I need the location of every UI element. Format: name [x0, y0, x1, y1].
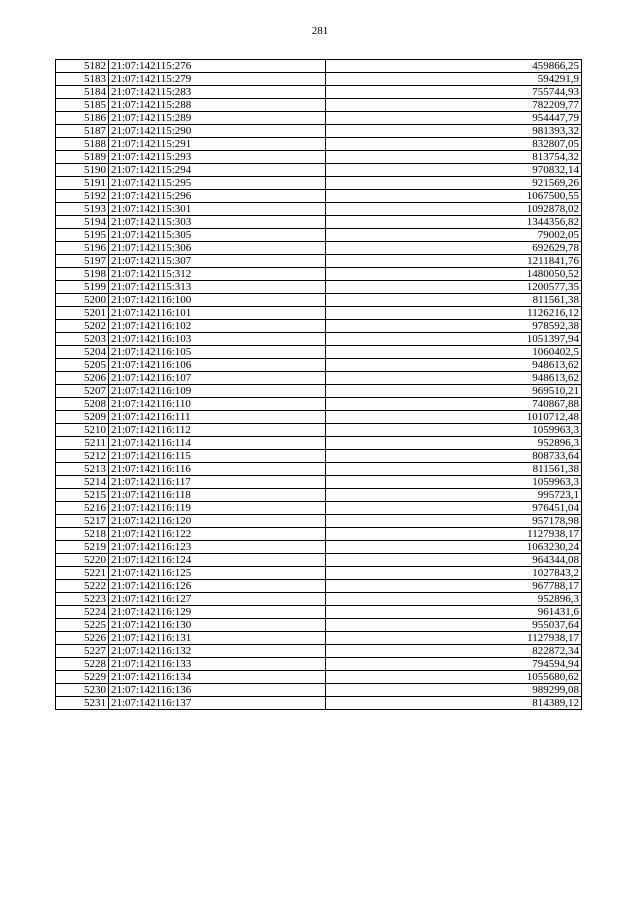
- value-cell: 948613,62: [326, 359, 582, 372]
- cadastral-number-cell: 21:07:142115:279: [109, 73, 326, 86]
- row-number-cell: 5184: [56, 86, 109, 99]
- row-number-cell: 5193: [56, 203, 109, 216]
- table-row: [56, 86, 582, 99]
- cadastral-number-cell: 21:07:142115:294: [109, 164, 326, 177]
- row-number-cell: 5196: [56, 242, 109, 255]
- value-cell: 1067500,55: [326, 190, 582, 203]
- row-number-cell: 5200: [56, 294, 109, 307]
- table-row: [56, 541, 582, 554]
- row-number-cell: 5182: [56, 60, 109, 73]
- table-row: [56, 242, 582, 255]
- row-number-cell: 5183: [56, 73, 109, 86]
- value-cell: 755744,93: [326, 86, 582, 99]
- row-number-cell: 5190: [56, 164, 109, 177]
- value-cell: 948613,62: [326, 372, 582, 385]
- table-row: [56, 125, 582, 138]
- value-cell: 952896,3: [326, 437, 582, 450]
- value-cell: 1051397,94: [326, 333, 582, 346]
- table-row: [56, 567, 582, 580]
- cadastral-number-cell: 21:07:142116:129: [109, 606, 326, 619]
- value-cell: 740867,88: [326, 398, 582, 411]
- cadastral-number-cell: 21:07:142115:301: [109, 203, 326, 216]
- value-cell: 967788,17: [326, 580, 582, 593]
- row-number-cell: 5197: [56, 255, 109, 268]
- value-cell: 594291,9: [326, 73, 582, 86]
- table-row: [56, 463, 582, 476]
- value-cell: 1127938,17: [326, 632, 582, 645]
- cadastral-number-cell: 21:07:142116:123: [109, 541, 326, 554]
- cadastral-number-cell: 21:07:142115:291: [109, 138, 326, 151]
- value-cell: 1027843,2: [326, 567, 582, 580]
- table-row: [56, 671, 582, 684]
- table-row: [56, 99, 582, 112]
- row-number-cell: 5187: [56, 125, 109, 138]
- value-cell: 961431,6: [326, 606, 582, 619]
- cadastral-number-cell: 21:07:142115:307: [109, 255, 326, 268]
- value-cell: 921569,26: [326, 177, 582, 190]
- cadastral-number-cell: 21:07:142116:101: [109, 307, 326, 320]
- table-row: [56, 216, 582, 229]
- cadastral-number-cell: 21:07:142116:110: [109, 398, 326, 411]
- table-row: [56, 632, 582, 645]
- value-cell: 808733,64: [326, 450, 582, 463]
- table-row: [56, 255, 582, 268]
- value-cell: 969510,21: [326, 385, 582, 398]
- table-row: [56, 476, 582, 489]
- table-row: [56, 190, 582, 203]
- table-body: [56, 60, 582, 710]
- value-cell: 814389,12: [326, 697, 582, 710]
- table-row: [56, 60, 582, 73]
- row-number-cell: 5210: [56, 424, 109, 437]
- table-row: [56, 385, 582, 398]
- cadastral-number-cell: 21:07:142116:120: [109, 515, 326, 528]
- cadastral-number-cell: 21:07:142116:116: [109, 463, 326, 476]
- cadastral-number-cell: 21:07:142116:111: [109, 411, 326, 424]
- row-number-cell: 5205: [56, 359, 109, 372]
- row-number-cell: 5202: [56, 320, 109, 333]
- value-cell: 1059963,3: [326, 424, 582, 437]
- value-cell: 782209,77: [326, 99, 582, 112]
- cadastral-number-cell: 21:07:142116:132: [109, 645, 326, 658]
- data-table: [55, 59, 582, 710]
- cadastral-number-cell: 21:07:142116:109: [109, 385, 326, 398]
- value-cell: 989299,08: [326, 684, 582, 697]
- table-row: [56, 151, 582, 164]
- row-number-cell: 5206: [56, 372, 109, 385]
- row-number-cell: 5220: [56, 554, 109, 567]
- cadastral-number-cell: 21:07:142115:296: [109, 190, 326, 203]
- value-cell: 811561,38: [326, 294, 582, 307]
- value-cell: 1211841,76: [326, 255, 582, 268]
- cadastral-number-cell: 21:07:142115:283: [109, 86, 326, 99]
- cadastral-number-cell: 21:07:142116:112: [109, 424, 326, 437]
- cadastral-number-cell: 21:07:142116:122: [109, 528, 326, 541]
- table-row: [56, 580, 582, 593]
- value-cell: 978592,38: [326, 320, 582, 333]
- table-row: [56, 697, 582, 710]
- value-cell: 995723,1: [326, 489, 582, 502]
- row-number-cell: 5227: [56, 645, 109, 658]
- row-number-cell: 5222: [56, 580, 109, 593]
- cadastral-number-cell: 21:07:142115:303: [109, 216, 326, 229]
- table-row: [56, 645, 582, 658]
- value-cell: 976451,04: [326, 502, 582, 515]
- row-number-cell: 5185: [56, 99, 109, 112]
- row-number-cell: 5230: [56, 684, 109, 697]
- value-cell: 1060402,5: [326, 346, 582, 359]
- value-cell: 822872,34: [326, 645, 582, 658]
- row-number-cell: 5208: [56, 398, 109, 411]
- table-row: [56, 294, 582, 307]
- row-number-cell: 5228: [56, 658, 109, 671]
- row-number-cell: 5203: [56, 333, 109, 346]
- table-row: [56, 528, 582, 541]
- table-row: [56, 203, 582, 216]
- value-cell: 79002,05: [326, 229, 582, 242]
- row-number-cell: 5201: [56, 307, 109, 320]
- table-row: [56, 606, 582, 619]
- table-row: [56, 372, 582, 385]
- cadastral-number-cell: 21:07:142116:103: [109, 333, 326, 346]
- value-cell: 1092878,02: [326, 203, 582, 216]
- value-cell: 1055680,62: [326, 671, 582, 684]
- table-row: [56, 515, 582, 528]
- cadastral-number-cell: 21:07:142115:276: [109, 60, 326, 73]
- cadastral-number-cell: 21:07:142116:131: [109, 632, 326, 645]
- table-row: [56, 138, 582, 151]
- table-row: [56, 164, 582, 177]
- row-number-cell: 5186: [56, 112, 109, 125]
- table-row: [56, 619, 582, 632]
- value-cell: 1059963,3: [326, 476, 582, 489]
- cadastral-number-cell: 21:07:142116:137: [109, 697, 326, 710]
- table-row: [56, 320, 582, 333]
- table-row: [56, 177, 582, 190]
- cadastral-number-cell: 21:07:142116:102: [109, 320, 326, 333]
- value-cell: 832807,05: [326, 138, 582, 151]
- value-cell: 954447,79: [326, 112, 582, 125]
- table-row: [56, 684, 582, 697]
- table-row: [56, 268, 582, 281]
- row-number-cell: 5221: [56, 567, 109, 580]
- row-number-cell: 5188: [56, 138, 109, 151]
- row-number-cell: 5231: [56, 697, 109, 710]
- cadastral-number-cell: 21:07:142115:313: [109, 281, 326, 294]
- value-cell: 1480050,52: [326, 268, 582, 281]
- value-cell: 459866,25: [326, 60, 582, 73]
- cadastral-number-cell: 21:07:142116:124: [109, 554, 326, 567]
- cadastral-number-cell: 21:07:142116:118: [109, 489, 326, 502]
- row-number-cell: 5194: [56, 216, 109, 229]
- row-number-cell: 5198: [56, 268, 109, 281]
- cadastral-number-cell: 21:07:142116:117: [109, 476, 326, 489]
- table-row: [56, 424, 582, 437]
- cadastral-number-cell: 21:07:142115:293: [109, 151, 326, 164]
- table-row: [56, 593, 582, 606]
- cadastral-number-cell: 21:07:142116:107: [109, 372, 326, 385]
- value-cell: 1127938,17: [326, 528, 582, 541]
- row-number-cell: 5224: [56, 606, 109, 619]
- cadastral-number-cell: 21:07:142116:134: [109, 671, 326, 684]
- row-number-cell: 5213: [56, 463, 109, 476]
- row-number-cell: 5214: [56, 476, 109, 489]
- table-row: [56, 658, 582, 671]
- row-number-cell: 5215: [56, 489, 109, 502]
- table-row: [56, 229, 582, 242]
- cadastral-number-cell: 21:07:142115:312: [109, 268, 326, 281]
- cadastral-number-cell: 21:07:142115:288: [109, 99, 326, 112]
- table-row: [56, 489, 582, 502]
- cadastral-number-cell: 21:07:142115:289: [109, 112, 326, 125]
- table-row: [56, 437, 582, 450]
- row-number-cell: 5195: [56, 229, 109, 242]
- value-cell: 1200577,35: [326, 281, 582, 294]
- value-cell: 1126216,12: [326, 307, 582, 320]
- value-cell: 952896,3: [326, 593, 582, 606]
- table-row: [56, 281, 582, 294]
- cadastral-number-cell: 21:07:142116:106: [109, 359, 326, 372]
- cadastral-number-cell: 21:07:142115:305: [109, 229, 326, 242]
- table-row: [56, 112, 582, 125]
- value-cell: 1010712,48: [326, 411, 582, 424]
- value-cell: 794594,94: [326, 658, 582, 671]
- row-number-cell: 5199: [56, 281, 109, 294]
- cadastral-number-cell: 21:07:142116:100: [109, 294, 326, 307]
- row-number-cell: 5211: [56, 437, 109, 450]
- row-number-cell: 5219: [56, 541, 109, 554]
- table-row: [56, 73, 582, 86]
- cadastral-number-cell: 21:07:142115:295: [109, 177, 326, 190]
- row-number-cell: 5216: [56, 502, 109, 515]
- cadastral-number-cell: 21:07:142115:306: [109, 242, 326, 255]
- row-number-cell: 5209: [56, 411, 109, 424]
- page-number: 281: [311, 25, 329, 37]
- row-number-cell: 5225: [56, 619, 109, 632]
- cadastral-number-cell: 21:07:142116:115: [109, 450, 326, 463]
- value-cell: 957178,98: [326, 515, 582, 528]
- row-number-cell: 5212: [56, 450, 109, 463]
- cadastral-number-cell: 21:07:142115:290: [109, 125, 326, 138]
- row-number-cell: 5189: [56, 151, 109, 164]
- table-row: [56, 554, 582, 567]
- table-row: [56, 359, 582, 372]
- row-number-cell: 5218: [56, 528, 109, 541]
- value-cell: 964344,08: [326, 554, 582, 567]
- cadastral-number-cell: 21:07:142116:133: [109, 658, 326, 671]
- value-cell: 955037,64: [326, 619, 582, 632]
- table-row: [56, 398, 582, 411]
- row-number-cell: 5204: [56, 346, 109, 359]
- table-row: [56, 450, 582, 463]
- value-cell: 811561,38: [326, 463, 582, 476]
- cadastral-number-cell: 21:07:142116:136: [109, 684, 326, 697]
- value-cell: 981393,32: [326, 125, 582, 138]
- table-row: [56, 411, 582, 424]
- row-number-cell: 5207: [56, 385, 109, 398]
- cadastral-number-cell: 21:07:142116:130: [109, 619, 326, 632]
- value-cell: 813754,32: [326, 151, 582, 164]
- row-number-cell: 5217: [56, 515, 109, 528]
- cadastral-number-cell: 21:07:142116:126: [109, 580, 326, 593]
- row-number-cell: 5192: [56, 190, 109, 203]
- cadastral-number-cell: 21:07:142116:119: [109, 502, 326, 515]
- value-cell: 970832,14: [326, 164, 582, 177]
- value-cell: 1344356,82: [326, 216, 582, 229]
- row-number-cell: 5223: [56, 593, 109, 606]
- table-row: [56, 346, 582, 359]
- value-cell: 1063230,24: [326, 541, 582, 554]
- table-row: [56, 502, 582, 515]
- row-number-cell: 5226: [56, 632, 109, 645]
- table-row: [56, 307, 582, 320]
- cadastral-number-cell: 21:07:142116:125: [109, 567, 326, 580]
- cadastral-number-cell: 21:07:142116:105: [109, 346, 326, 359]
- cadastral-number-cell: 21:07:142116:114: [109, 437, 326, 450]
- table-row: [56, 333, 582, 346]
- row-number-cell: 5229: [56, 671, 109, 684]
- cadastral-number-cell: 21:07:142116:127: [109, 593, 326, 606]
- value-cell: 692629,78: [326, 242, 582, 255]
- row-number-cell: 5191: [56, 177, 109, 190]
